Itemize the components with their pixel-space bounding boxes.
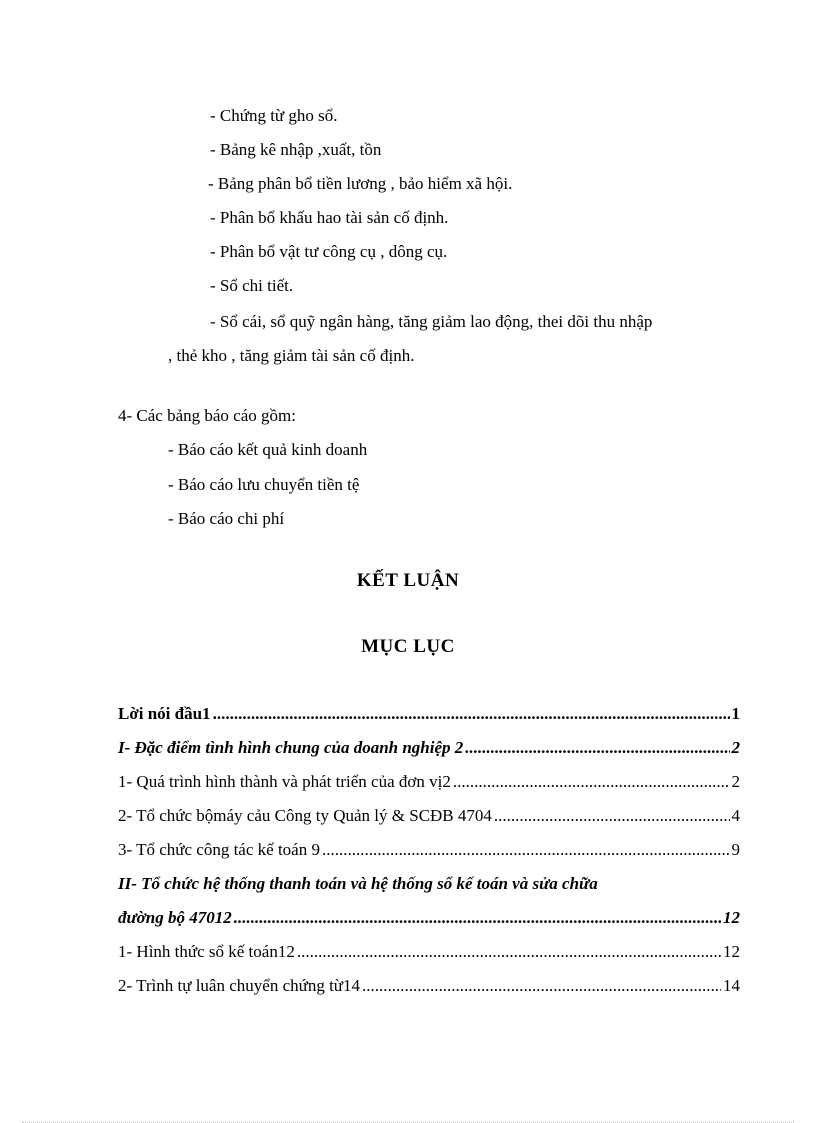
toc-leader: [453, 772, 730, 792]
toc-page-number: 12: [723, 942, 740, 961]
toc-page-number: 2: [731, 738, 740, 757]
toc-entry: [118, 942, 740, 962]
toc-leader: [362, 976, 721, 996]
toc-page-number: 9: [731, 840, 740, 859]
list-item: - Bảng kê nhập ,xuất, tồn: [210, 140, 382, 159]
list-item: - Sổ cái, sổ quỹ ngân hàng, tăng giảm lao động, thei dõi thu nhập: [210, 312, 653, 331]
list-item: - Bảng phân bổ tiền lương , bảo hiểm xã hội.: [208, 174, 513, 193]
report-item: - Báo cáo kết quả kinh doanh: [168, 440, 368, 459]
toc-entry-text: 2- Trình tự luân chuyển chứng từ14: [118, 976, 361, 995]
toc-entry: [118, 908, 740, 928]
report-item: - Báo cáo lưu chuyển tiền tệ: [168, 475, 360, 494]
toc-entry: [118, 976, 740, 996]
toc-leader: [494, 806, 730, 826]
toc-entry: [118, 840, 740, 860]
toc-leader: [213, 704, 730, 724]
toc-entry: [118, 806, 740, 826]
list-item-continuation: , thẻ kho , tăng giảm tài sản cố định.: [168, 346, 415, 365]
toc-leader: [465, 738, 729, 758]
toc-entry-text: đường bộ 47012: [118, 908, 232, 927]
toc-entry-text: Lời nói đầu1: [118, 704, 211, 723]
toc-leader: [322, 840, 730, 860]
report-item: - Báo cáo chi phí: [168, 509, 285, 528]
toc-page-number: 4: [731, 806, 740, 825]
toc-heading: MỤC LỤC: [361, 636, 455, 657]
list-item: - Chứng từ gho sổ.: [210, 106, 338, 125]
toc-entry-text: 2- Tổ chức bộmáy cảu Công ty Quản lý & SCĐB 4704: [118, 806, 492, 825]
toc-leader: [297, 942, 721, 962]
toc-entry-text: 1- Quá trình hình thành và phát triển của đơn vị2: [118, 772, 451, 791]
toc-entry: [118, 772, 740, 792]
toc-entry-text: 3- Tổ chức công tác kế toán 9: [118, 840, 320, 859]
list-item: - Phân bổ khấu hao tài sản cố định.: [210, 208, 449, 227]
section-title: 4- Các bảng báo cáo gồm:: [118, 406, 296, 425]
toc-entry: [118, 738, 740, 758]
toc-leader: [234, 908, 721, 928]
toc-page-number: 2: [731, 772, 740, 791]
list-item: - Phân bổ vật tư công cụ , dông cụ.: [210, 242, 448, 261]
toc-entry-text: 1- Hình thức sổ kế toán12: [118, 942, 295, 961]
toc-page-number: 1: [731, 704, 740, 723]
list-item: - Sổ chi tiết.: [210, 276, 294, 295]
toc-entry-text: I- Đặc điểm tình hình chung của doanh nghiệp 2: [118, 738, 464, 757]
toc-page-number: 12: [723, 908, 740, 927]
toc-entry: [118, 704, 740, 724]
conclusion-heading: KẾT LUẬN: [356, 570, 460, 591]
toc-entry-text: II- Tổ chức hệ thống thanh toán và hệ thống sổ kế toán và sửa chữa: [118, 874, 598, 893]
toc-page-number: 14: [723, 976, 740, 995]
